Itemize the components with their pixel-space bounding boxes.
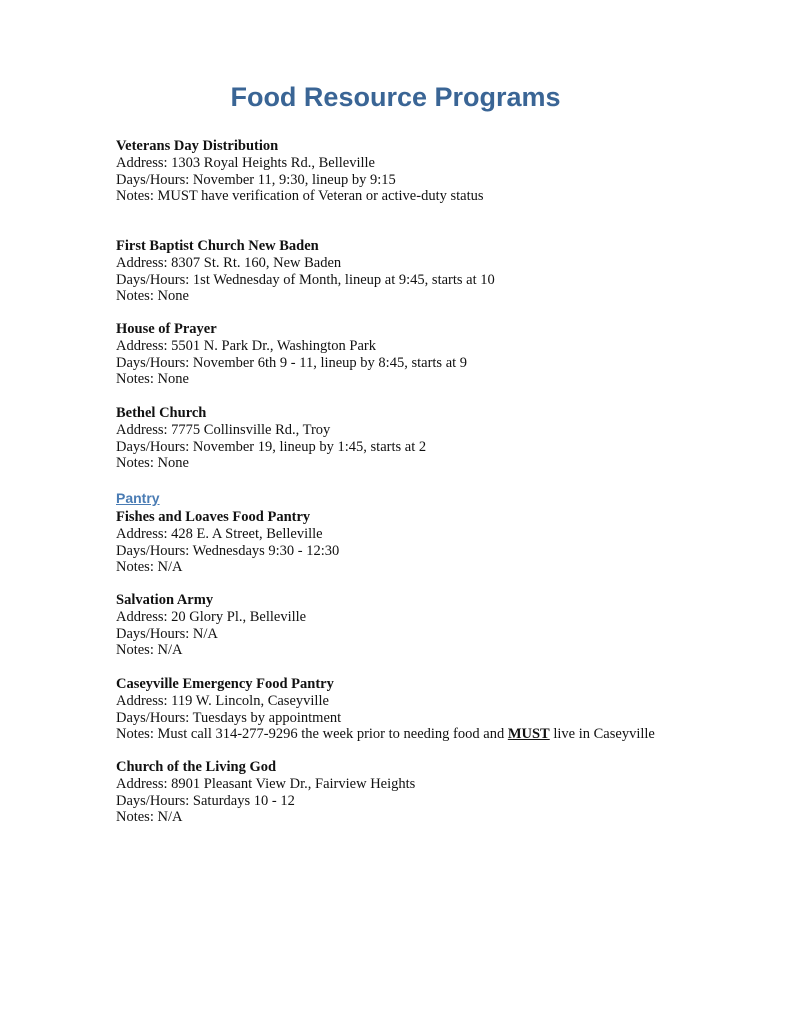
entry-hours: Days/Hours: Tuesdays by appointment [116, 709, 342, 726]
entry-notes: Notes: N/A [116, 809, 183, 826]
entry-fishes-and-loaves [116, 509, 756, 576]
entry-hours: Days/Hours: 1st Wednesday of Month, lineup at 9:45, starts at 10 [116, 271, 495, 288]
entry-notes: Notes: None [116, 371, 189, 388]
entry-address: Address: 428 E. A Street, Belleville [116, 525, 323, 542]
entry-name: Church of the Living God [116, 759, 277, 775]
entry-bethel-church [116, 405, 756, 472]
entry-salvation-army [116, 592, 756, 659]
entry-notes-emphasis: MUST [507, 726, 550, 743]
entry-name: Caseyville Emergency Food Pantry [116, 676, 334, 692]
entry-address: Address: 119 W. Lincoln, Caseyville [116, 692, 329, 709]
entry-hours: Days/Hours: November 11, 9:30, lineup by 9:15 [116, 171, 396, 188]
entry-notes-text: Notes: Must call 314-277-9296 the week prior to needing food and [116, 726, 508, 743]
entry-notes-text-end: live in Caseyville [549, 726, 655, 743]
page-title: Food Resource Programs [230, 82, 561, 112]
entry-name: Fishes and Loaves Food Pantry [116, 509, 311, 525]
entry-name: First Baptist Church New Baden [116, 238, 319, 254]
entry-name: Bethel Church [116, 405, 207, 421]
entry-notes: Notes: None [116, 288, 189, 305]
entry-address: Address: 5501 N. Park Dr., Washington Park [116, 337, 376, 354]
entry-hours: Days/Hours: November 6th 9 - 11, lineup by 8:45, starts at 9 [116, 354, 468, 371]
entry-address: Address: 8307 St. Rt. 160, New Baden [116, 254, 342, 271]
entry-address: Address: 20 Glory Pl., Belleville [116, 608, 307, 625]
entry-notes [116, 726, 756, 743]
entry-house-of-prayer [116, 321, 756, 388]
entry-address: Address: 8901 Pleasant View Dr., Fairview Heights [116, 775, 416, 792]
entry-address: Address: 7775 Collinsville Rd., Troy [116, 421, 331, 438]
entry-hours: Days/Hours: November 19, lineup by 1:45, starts at 2 [116, 438, 427, 455]
entry-caseyville-emergency-pantry [116, 676, 756, 743]
entry-name: Veterans Day Distribution [116, 138, 279, 154]
entry-hours: Days/Hours: Saturdays 10 - 12 [116, 792, 295, 809]
entry-name: House of Prayer [116, 321, 217, 337]
pantry-section-heading: Pantry [116, 490, 160, 506]
entry-church-of-the-living-god [116, 759, 756, 826]
entry-first-baptist-church [116, 238, 756, 305]
entry-notes: Notes: None [116, 455, 189, 472]
entry-notes: Notes: N/A [116, 642, 183, 659]
entry-veterans-day-distribution [116, 138, 756, 205]
entry-address: Address: 1303 Royal Heights Rd., Belleville [116, 154, 375, 171]
entry-notes: Notes: MUST have verification of Veteran or active-duty status [116, 188, 484, 205]
entry-hours: Days/Hours: Wednesdays 9:30 - 12:30 [116, 542, 340, 559]
entry-hours: Days/Hours: N/A [116, 625, 218, 642]
entry-notes: Notes: N/A [116, 559, 183, 576]
entry-name: Salvation Army [116, 592, 214, 608]
